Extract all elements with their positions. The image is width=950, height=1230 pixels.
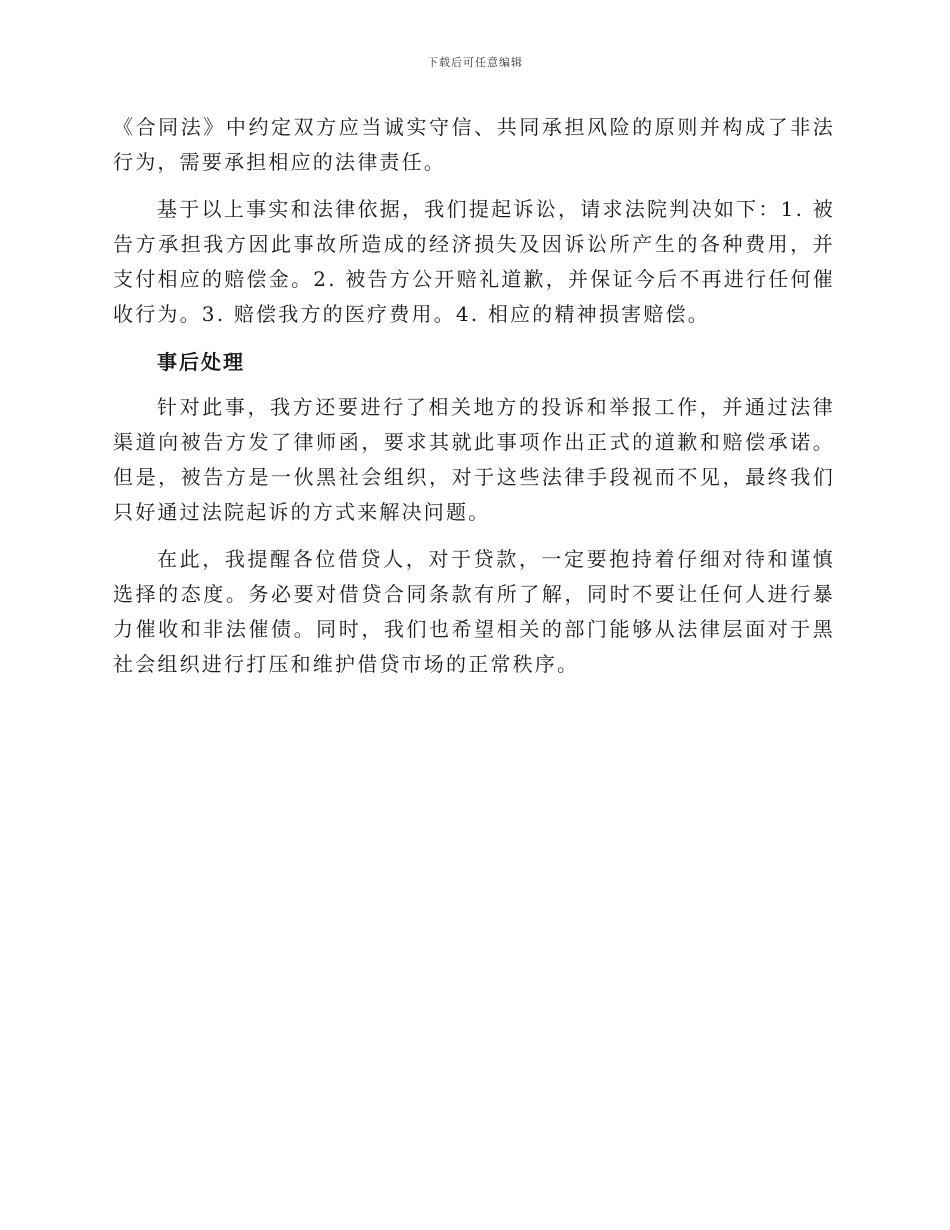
- header-note: 下载后可任意编辑: [427, 56, 523, 69]
- paragraph-claims: 基于以上事实和法律依据，我们提起诉讼，请求法院判决如下：1. 被告方承担我方因此事故所造成的经济损失及因诉讼所产生的各种费用，并支付相应的赔偿金。2. 被告方公开赔礼道歉，并保证今后不再进行任何催收行为。3. 赔偿我方的医疗费用。4. 相应的精神损害赔偿。: [113, 197, 835, 326]
- section-heading: 事后处理: [157, 350, 245, 374]
- paragraph-advice: 在此，我提醒各位借贷人，对于贷款，一定要抱持着仔细对待和谨慎选择的态度。务必要对借贷合同条款有所了解，同时不要让任何人进行暴力催收和非法催债。同时，我们也希望相关的部门能够从法律层面对于黑社会组织进行打压和维护借贷市场的正常秩序。: [113, 547, 835, 676]
- document-body: [113, 110, 835, 694]
- paragraph-intro: 《合同法》中约定双方应当诚实守信、共同承担风险的原则并构成了非法行为，需要承担相应的法律责任。: [113, 115, 835, 174]
- paragraph-followup: 针对此事，我方还要进行了相关地方的投诉和举报工作，并通过法律渠道向被告方发了律师函，要求其就此事项作出正式的道歉和赔偿承诺。但是，被告方是一伙黑社会组织，对于这些法律手段视而不见，最终我们只好通过法院起诉的方式来解决问题。: [113, 395, 835, 524]
